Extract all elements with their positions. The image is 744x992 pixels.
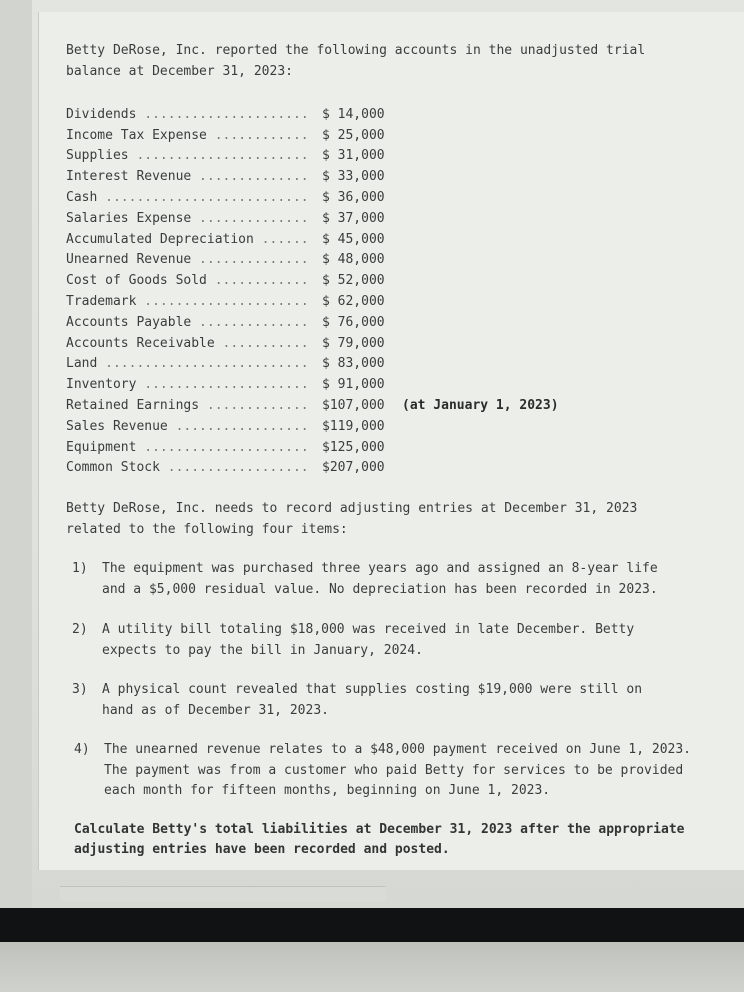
dot-leader: ........... [214,335,309,351]
table-row [66,229,626,250]
table-row [66,146,626,167]
list-item [72,620,634,661]
account-name: Accounts Payable .............. [66,314,309,330]
intro-line-2: balance at December 31, 2023: [66,64,293,79]
account-amount: $ 62,000 [322,294,385,310]
table-row [66,312,626,333]
list-item [72,559,658,600]
dot-leader: .................. [159,460,309,476]
account-name: Dividends ..................... [66,106,309,122]
account-amount: $ 91,000 [322,377,385,393]
table-row [66,395,626,416]
account-name: Unearned Revenue .............. [66,252,309,268]
adjusting-line-2: related to the following four items: [66,522,348,537]
dot-leader: ............ [206,127,309,143]
account-amount: $ 45,000 [322,231,385,247]
table-row [66,125,626,146]
bottom-strip [60,886,386,901]
dot-leader: ..................... [136,106,309,122]
intro-paragraph [66,40,645,82]
account-amount: $ 36,000 [322,190,385,206]
table-row [66,270,626,291]
table-row [66,187,626,208]
account-amount: $ 14,000 [322,106,385,122]
adjusting-line-1: Betty DeRose, Inc. needs to record adjusting entries at December 31, 2023 [66,501,638,516]
account-name: Cash .......................... [66,190,309,206]
dot-leader: ............ [206,273,309,289]
table-row [66,458,626,479]
item-text: The unearned revenue relates to a $48,000 payment received on June 1, 2023. The payment was from a customer who paid Betty for services to be provided each month for fifteen months, beginning on June 1, 2023. [104,742,691,798]
dot-leader: .............. [191,252,309,268]
account-name: Equipment ..................... [66,439,309,455]
table-row [66,250,626,271]
dot-leader: ..................... [136,439,309,455]
account-amount: $107,000 [322,398,385,414]
dot-leader: .............. [191,169,309,185]
account-amount: $ 52,000 [322,273,385,289]
account-amount: $207,000 [322,460,385,476]
table-row [66,374,626,395]
account-name: Sales Revenue ................. [66,418,309,434]
list-item [74,740,691,802]
item-number: 4) [74,742,90,757]
account-amount: $ 76,000 [322,314,385,330]
dot-leader: ................. [167,418,309,434]
table-row [66,333,626,354]
account-amount: $ 33,000 [322,169,385,185]
account-name: Land .......................... [66,356,309,372]
adjusting-paragraph [66,498,637,540]
item-text: A utility bill totaling $18,000 was received in late December. Betty expects to pay the bill in January, 2024. [102,622,635,658]
dot-leader: ..................... [136,294,309,310]
account-amount: $125,000 [322,439,385,455]
account-amount: $ 31,000 [322,148,385,164]
account-name: Interest Revenue .............. [66,169,309,185]
dot-leader: .......................... [97,190,309,206]
account-name: Common Stock .................. [66,460,309,476]
trial-balance-table [66,104,626,478]
dot-leader: ..................... [136,377,309,393]
dot-leader: .............. [191,314,309,330]
table-row [66,354,626,375]
left-rail [0,0,32,908]
table-row [66,104,626,125]
item-number: 3) [72,682,88,697]
dot-leader: ...................... [128,148,309,164]
account-amount: $ 79,000 [322,335,385,351]
account-note: (at January 1, 2023) [402,398,559,414]
table-row [66,208,626,229]
table-row [66,166,626,187]
table-row [66,437,626,458]
dot-leader: ...... [253,231,309,247]
account-name: Income Tax Expense ............ [66,127,309,143]
table-row [66,416,626,437]
dot-leader: .............. [191,210,309,226]
account-amount: $ 25,000 [322,127,385,143]
table-row [66,291,626,312]
account-amount: $ 37,000 [322,210,385,226]
item-text: A physical count revealed that supplies costing $19,000 were still on hand as of December 31, 2023. [102,682,643,718]
account-name: Salaries Expense .............. [66,210,309,226]
account-amount: $ 48,000 [322,252,385,268]
desk-surface [0,942,744,992]
account-name: Retained Earnings ............. [66,398,309,414]
item-text: The equipment was purchased three years ago and assigned an 8-year life and a $5,000 residual value. No depreciation has been recorded in 2023. [102,561,658,597]
account-name: Accounts Receivable ........... [66,335,309,351]
item-number: 1) [72,561,88,576]
account-name: Cost of Goods Sold ............ [66,273,309,289]
monitor-bezel [0,908,744,942]
account-name: Inventory ..................... [66,377,309,393]
account-name: Trademark ..................... [66,294,309,310]
item-number: 2) [72,622,88,637]
account-amount: $119,000 [322,418,385,434]
account-name: Supplies ...................... [66,148,309,164]
list-item [72,680,642,721]
account-name: Accumulated Depreciation ...... [66,231,309,247]
account-amount: $ 83,000 [322,356,385,372]
dot-leader: .......................... [97,356,309,372]
dot-leader: ............. [199,398,309,414]
intro-line-1: Betty DeRose, Inc. reported the following accounts in the unadjusted trial [66,43,646,58]
question-text: Calculate Betty's total liabilities at December 31, 2023 after the appropriate adjusting entries have been recorded and posted. [74,822,685,857]
